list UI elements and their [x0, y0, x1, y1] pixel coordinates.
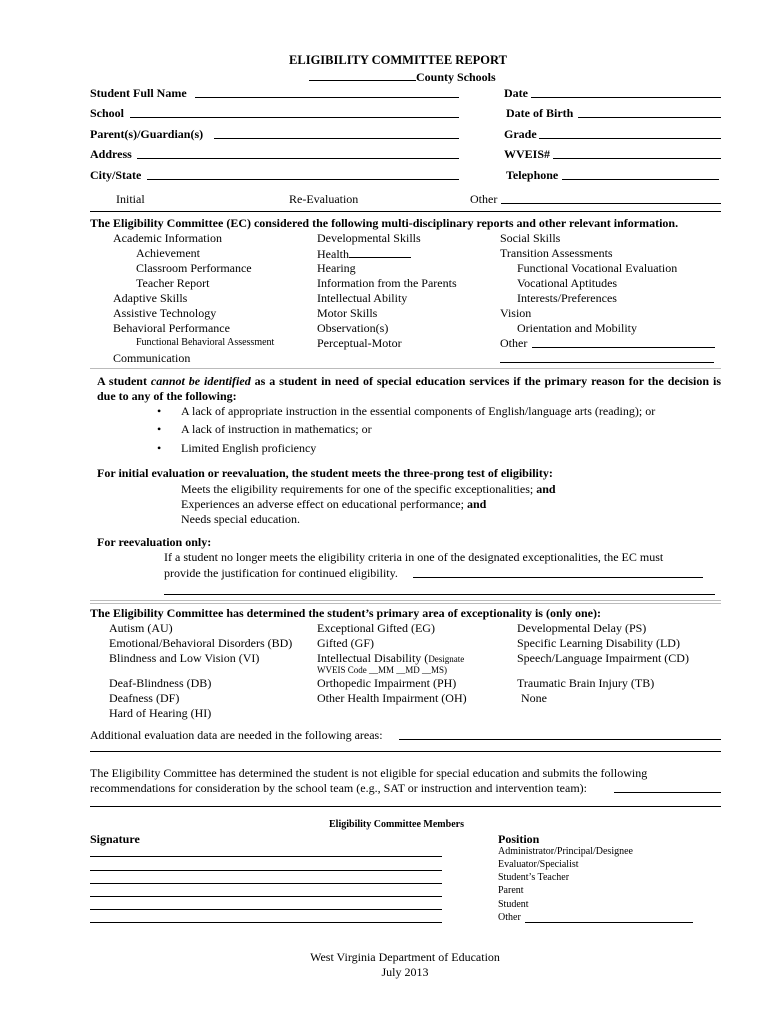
position-item: Parent — [498, 885, 524, 896]
wveis-field[interactable] — [553, 158, 721, 159]
report-item[interactable]: Perceptual-Motor — [317, 336, 402, 350]
footer-date: July 2013 — [381, 965, 429, 979]
bullet-item: • A lack of instruction in mathematics; or — [157, 422, 372, 436]
signature-heading: Signature — [90, 832, 140, 846]
report-item[interactable]: Other — [500, 336, 528, 350]
report-item[interactable]: Interests/Preferences — [517, 291, 617, 305]
exceptionality-option[interactable]: Deafness (DF) — [109, 691, 180, 705]
exceptionality-option[interactable]: Traumatic Brain Injury (TB) — [517, 676, 655, 690]
position-heading: Position — [498, 832, 540, 846]
report-item[interactable]: Observation(s) — [317, 321, 389, 335]
reevaluation-option[interactable]: Re-Evaluation — [289, 192, 359, 206]
position-item: Evaluator/Specialist — [498, 859, 579, 870]
exceptionality-option[interactable]: None — [521, 691, 547, 705]
prong-1[interactable] — [181, 482, 556, 497]
recommendations-field-2[interactable] — [90, 806, 721, 807]
position-item: Student’s Teacher — [498, 872, 570, 883]
other-report-field[interactable] — [532, 347, 715, 348]
report-item[interactable]: Motor Skills — [317, 306, 378, 320]
additional-data-field[interactable] — [399, 739, 721, 740]
report-item[interactable]: Functional Vocational Evaluation — [517, 261, 678, 275]
exceptionality-option-id[interactable] — [317, 651, 464, 666]
section-divider — [90, 603, 721, 604]
student-name-field[interactable] — [195, 97, 459, 98]
report-item[interactable]: Vocational Aptitudes — [517, 276, 618, 290]
other-eval-field[interactable] — [501, 203, 721, 204]
county-name-blank[interactable] — [309, 69, 416, 81]
city-state-field[interactable] — [147, 179, 459, 180]
report-item[interactable]: Behavioral Performance — [113, 321, 230, 335]
exceptionality-option[interactable]: Other Health Impairment (OH) — [317, 691, 467, 705]
three-prong-heading: For initial evaluation or reevaluation, the student meets the three-prong test of eligibility: — [97, 466, 553, 480]
city-state-label: City/State — [90, 168, 142, 182]
prong-1-and: and — [533, 482, 556, 496]
exceptionality-option[interactable]: Autism (AU) — [109, 621, 173, 635]
report-item[interactable]: Information from the Parents — [317, 276, 457, 290]
bullet-text: Limited English proficiency — [181, 441, 317, 455]
signature-line[interactable] — [90, 883, 442, 884]
date-label: Date — [504, 86, 528, 100]
dob-field[interactable] — [578, 117, 721, 118]
cannot-identify-emphasis: cannot be identified — [150, 374, 251, 388]
report-item[interactable]: Assistive Technology — [113, 306, 217, 320]
report-item-label: Health — [317, 247, 349, 261]
designate-label: Designate — [428, 654, 465, 664]
report-item[interactable]: Hearing — [317, 261, 356, 275]
report-item[interactable]: Intellectual Ability — [317, 291, 408, 305]
additional-data-field-2[interactable] — [90, 751, 721, 752]
exceptionality-option[interactable]: Deaf-Blindness (DB) — [109, 676, 212, 690]
date-field[interactable] — [531, 97, 721, 98]
exceptionality-option[interactable]: Orthopedic Impairment (PH) — [317, 676, 457, 690]
report-item[interactable]: Classroom Performance — [136, 261, 252, 275]
prong-1-text: Meets the eligibility requirements for one of the specific exceptionalities; — [181, 482, 534, 496]
report-item[interactable]: Transition Assessments — [500, 246, 613, 260]
grade-label: Grade — [504, 127, 537, 141]
bullet-item: • Limited English proficiency — [157, 441, 317, 455]
members-heading: Eligibility Committee Members — [329, 819, 464, 830]
bullet-text: A lack of instruction in mathematics; or — [181, 422, 372, 436]
exceptionality-option[interactable]: Speech/Language Impairment (CD) — [517, 651, 689, 665]
exceptionality-option[interactable]: Gifted (GF) — [317, 636, 374, 650]
signature-line[interactable] — [90, 856, 442, 857]
form-title: ELIGIBILITY COMMITTEE REPORT — [289, 53, 507, 67]
not-eligible-line-2: recommendations for consideration by the school team (e.g., SAT or instruction and intervention team): — [90, 781, 587, 795]
report-item[interactable]: Vision — [500, 306, 532, 320]
signature-line[interactable] — [90, 922, 442, 923]
report-item[interactable]: Social Skills — [500, 231, 561, 245]
wveis-code-line[interactable]: WVEIS Code __MM __MD __MS) — [317, 665, 448, 675]
school-field[interactable] — [130, 117, 459, 118]
position-item: Other — [498, 912, 521, 923]
other-option[interactable]: Other — [470, 192, 498, 206]
bullet-item: • A lack of appropriate instruction in the essential components of English/language arts (reading); or — [157, 404, 656, 418]
additional-data-label: Additional evaluation data are needed in the following areas: — [90, 728, 383, 742]
prong-2-and: and — [463, 497, 487, 511]
recommendations-field[interactable] — [614, 792, 721, 793]
prong-2[interactable] — [181, 497, 486, 512]
position-item: Administrator/Principal/Designee — [498, 846, 633, 857]
reports-heading: The Eligibility Committee (EC) considered the following multi-disciplinary reports and other relevant information. — [90, 216, 679, 230]
exceptionality-option[interactable]: Blindness and Low Vision (VI) — [109, 651, 260, 665]
position-item: Student — [498, 899, 529, 910]
school-label: School — [90, 106, 125, 120]
prong-2-text: Experiences an adverse effect on educational performance; — [181, 497, 464, 511]
reevaluation-line-1: If a student no longer meets the eligibility criteria in one of the designated exceptionalities, the EC must — [164, 550, 664, 564]
signature-line[interactable] — [90, 870, 442, 871]
report-item[interactable]: Functional Behavioral Assessment — [136, 337, 275, 348]
report-item-health[interactable] — [317, 246, 411, 262]
telephone-label: Telephone — [506, 168, 559, 182]
parents-field[interactable] — [214, 138, 459, 139]
cannot-identify-lead: A student — [97, 374, 151, 388]
student-name-label: Student Full Name — [90, 86, 187, 100]
other-report-field-2[interactable] — [500, 362, 714, 363]
report-item[interactable]: Academic Information — [113, 231, 222, 245]
report-item[interactable]: Adaptive Skills — [113, 291, 188, 305]
health-blank[interactable] — [349, 246, 411, 258]
initial-option[interactable]: Initial — [116, 192, 145, 206]
prong-3[interactable]: Needs special education. — [181, 512, 300, 526]
exceptionality-option[interactable]: Exceptional Gifted (EG) — [317, 621, 435, 635]
other-position-field[interactable] — [525, 922, 693, 923]
report-item[interactable]: Orientation and Mobility — [517, 321, 637, 335]
footer-dept: West Virginia Department of Education — [310, 950, 500, 964]
address-field[interactable] — [137, 158, 459, 159]
justification-field[interactable] — [413, 577, 703, 578]
county-schools-line — [309, 69, 496, 85]
cannot-identify-rest: as a student in need of special education services if the primary reason for the decision is due to any of the following: — [97, 374, 721, 403]
not-eligible-line-1: The Eligibility Committee has determined the student is not eligible for special education and submits the following — [90, 766, 648, 780]
dob-label: Date of Birth — [506, 106, 574, 120]
justification-field-2[interactable] — [164, 594, 715, 595]
section-divider — [90, 368, 721, 369]
bullet-text: A lack of appropriate instruction in the essential components of English/language arts (reading); or — [181, 404, 656, 418]
exceptionality-option[interactable]: Specific Learning Disability (LD) — [517, 636, 680, 650]
exceptionality-id-label: Intellectual Disability ( — [317, 651, 429, 665]
report-item[interactable]: Communication — [113, 351, 191, 365]
telephone-field[interactable] — [562, 179, 719, 180]
signature-line[interactable] — [90, 909, 442, 910]
county-schools-label: County Schools — [416, 70, 496, 84]
exceptionality-option[interactable]: Developmental Delay (PS) — [517, 621, 647, 635]
report-item[interactable]: Developmental Skills — [317, 231, 421, 245]
section-divider — [90, 600, 721, 601]
exceptionality-heading: The Eligibility Committee has determined the student’s primary area of exceptionality is (only one): — [90, 606, 601, 620]
reevaluation-heading: For reevaluation only: — [97, 535, 212, 549]
exceptionality-option[interactable]: Emotional/Behavioral Disorders (BD) — [109, 636, 293, 650]
report-item[interactable]: Teacher Report — [136, 276, 210, 290]
wveis-label: WVEIS# — [504, 147, 551, 161]
report-item[interactable]: Achievement — [136, 246, 200, 260]
exceptionality-option[interactable]: Hard of Hearing (HI) — [109, 706, 212, 720]
reevaluation-line-2: provide the justification for continued eligibility. — [164, 566, 398, 580]
signature-line[interactable] — [90, 896, 442, 897]
section-divider — [90, 211, 721, 212]
address-label: Address — [90, 147, 132, 161]
cannot-identify-paragraph — [97, 374, 721, 404]
grade-field[interactable] — [539, 138, 721, 139]
parents-label: Parent(s)/Guardian(s) — [90, 127, 204, 141]
